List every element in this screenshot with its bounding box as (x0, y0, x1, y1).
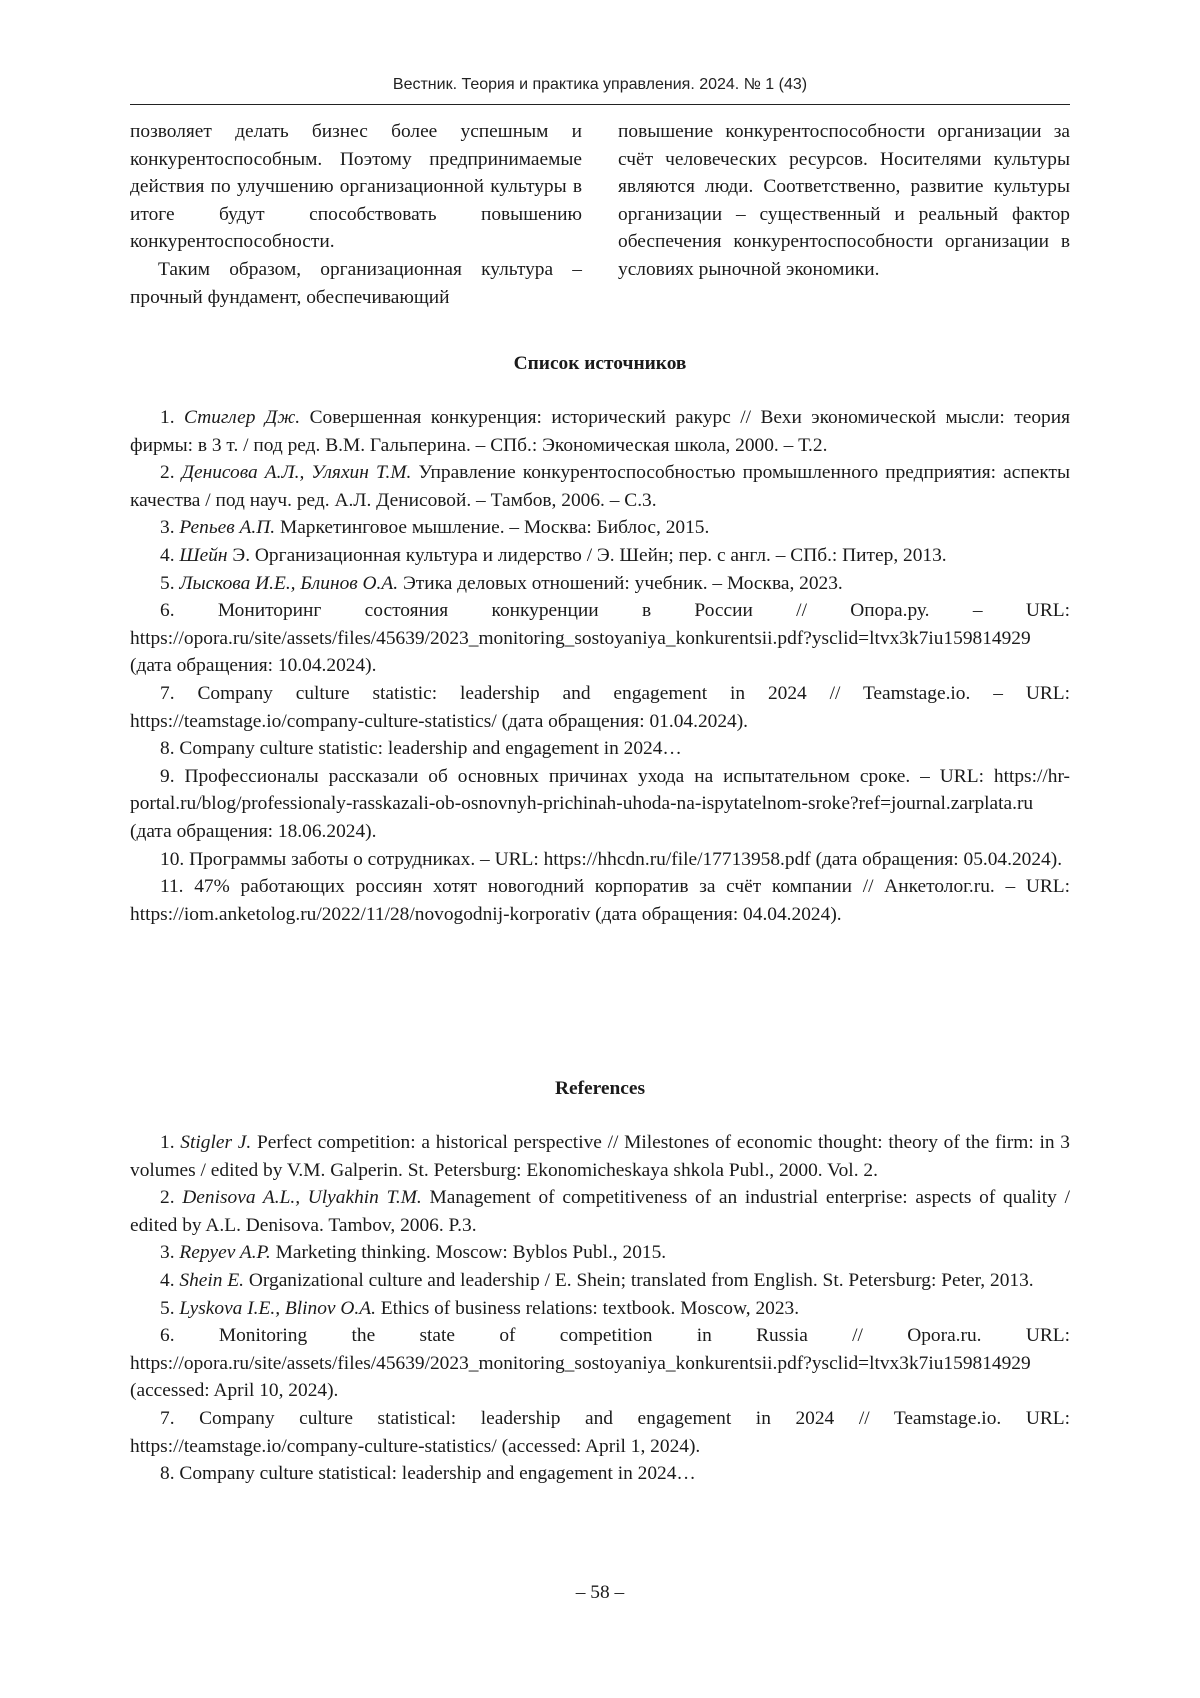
reference-text: Marketing thinking. Moscow: Byblos Publ., 2015. (276, 1242, 667, 1263)
page-number: – 58 – (130, 1582, 1070, 1604)
reference-text: Perfect competition: a historical perspective // Milestones of economic thought: theory of the firm: in 3 volumes / edited by V.M. Galperin. St. Petersburg: Ekonomicheskaya shkola Publ., 2000. Vol. 2. (130, 1132, 1070, 1181)
reference-item (130, 763, 1070, 846)
reference-author: Shein E. (179, 1270, 244, 1291)
reference-item (130, 1184, 1070, 1239)
reference-item (130, 846, 1070, 874)
reference-text: Этика деловых отношений: учебник. – Москва, 2023. (403, 573, 843, 594)
reference-author: Стиглер Дж. (184, 407, 300, 428)
body-columns (130, 118, 1070, 311)
header-rule (130, 104, 1070, 105)
left-paragraph-2: Таким образом, организационная культура – прочный фундамент, обеспечивающий (130, 256, 582, 311)
reference-text: Company culture statistic: leadership and engagement in 2024… (179, 738, 681, 759)
reference-number: 6. (160, 1325, 175, 1346)
reference-text: Ethics of business relations: textbook. Moscow, 2023. (381, 1298, 799, 1319)
right-paragraph-1: повышение конкурентоспособности организации за счёт человеческих ресурсов. Носителями культуры являются люди. Соответственно, развитие культуры организации – существенный и реальный фактор обеспечения конкурентоспособности организации в условиях рыночной экономики. (618, 118, 1070, 284)
reference-text: Monitoring the state of competition in Russia // Opora.ru. URL: https://opora.ru/site/assets/files/45639/2023_monitoring_sostoyaniya_konkurentsii.pdf?ysclid=ltvx3k7iu159814929 (accessed: April 10, 2024). (130, 1325, 1070, 1401)
reference-text: Совершенная конкуренция: исторический ракурс // Вехи экономической мысли: теория фирмы: в 3 т. / под ред. В.М. Гальперина. – СПб.: Экономическая школа, 2000. – Т.2. (130, 407, 1070, 456)
reference-number: 5. (160, 1298, 175, 1319)
reference-item (130, 1267, 1070, 1295)
reference-number: 8. (160, 738, 175, 759)
left-column (130, 118, 582, 311)
reference-number: 9. (160, 766, 175, 787)
reference-text: Organizational culture and leadership / E. Shein; translated from English. St. Petersburg: Peter, 2013. (249, 1270, 1034, 1291)
reference-number: 1. (160, 407, 175, 428)
reference-item (130, 404, 1070, 459)
reference-number: 4. (160, 1270, 175, 1291)
reference-text: Management of competitiveness of an industrial enterprise: aspects of quality / edited by A.L. Denisova. Tambov, 2006. P.3. (130, 1187, 1070, 1236)
reference-text: Company culture statistic: leadership and engagement in 2024 // Teamstage.io. – URL: https://teamstage.io/company-culture-statistics/ (дата обращения: 01.04.2024). (130, 683, 1070, 732)
reference-number: 3. (160, 517, 175, 538)
reference-author: Stigler J. (180, 1132, 251, 1153)
reference-item (130, 1239, 1070, 1267)
left-paragraph-1: позволяет делать бизнес более успешным и конкурентоспособным. Поэтому предпринимаемые действия по улучшению организационной культуры в итоге будут способствовать повышению конкурентоспособности. (130, 118, 582, 256)
reference-item (130, 459, 1070, 514)
journal-page (0, 0, 1200, 1698)
sources-list (130, 404, 1070, 928)
reference-number: 2. (160, 462, 175, 483)
references-list (130, 1129, 1070, 1488)
reference-item (130, 680, 1070, 735)
reference-number: 4. (160, 545, 175, 566)
reference-text: Маркетинговое мышление. – Москва: Библос, 2015. (280, 517, 709, 538)
reference-number: 5. (160, 573, 175, 594)
reference-item (130, 597, 1070, 680)
reference-item (130, 873, 1070, 928)
reference-number: 7. (160, 1408, 175, 1429)
reference-number: 6. (160, 600, 175, 621)
reference-number: 7. (160, 683, 175, 704)
reference-text: Программы заботы о сотрудниках. – URL: https://hhcdn.ru/file/17713958.pdf (дата обращения: 05.04.2024). (189, 849, 1062, 870)
reference-text: Мониторинг состояния конкуренции в России // Опора.ру. – URL: https://opora.ru/site/assets/files/45639/2023_monitoring_sostoyaniya_konkurentsii.pdf?ysclid=ltvx3k7iu159814929 (дата обращения: 10.04.2024). (130, 600, 1070, 676)
reference-author: Лыскова И.Е., Блинов О.А. (179, 573, 398, 594)
reference-text: Управление конкурентоспособностью промышленного предприятия: аспекты качества / под науч. ред. А.Л. Денисовой. – Тамбов, 2006. – С.3. (130, 462, 1070, 511)
right-column (618, 118, 1070, 311)
reference-item (130, 1322, 1070, 1405)
reference-author: Denisova A.L., Ulyakhin T.M. (182, 1187, 422, 1208)
reference-text: 47% работающих россиян хотят новогодний корпоратив за счёт компании // Анкетолог.ru. – URL: https://iom.anketolog.ru/2022/11/28/novogodnij-korporativ (дата обращения: 04.04.2024). (130, 876, 1070, 925)
reference-text: Company culture statistical: leadership and engagement in 2024… (179, 1463, 695, 1484)
sources-heading: Список источников (130, 350, 1070, 378)
sources-section (130, 350, 1070, 928)
reference-item (130, 514, 1070, 542)
reference-number: 11. (160, 876, 184, 897)
reference-item (130, 1405, 1070, 1460)
reference-author: Repyev A.P. (179, 1242, 270, 1263)
reference-item (130, 542, 1070, 570)
references-heading: References (130, 1075, 1070, 1103)
reference-text: Company culture statistical: leadership and engagement in 2024 // Teamstage.io. URL: https://teamstage.io/company-culture-statistics/ (accessed: April 1, 2024). (130, 1408, 1070, 1457)
reference-author: Репьев А.П. (179, 517, 275, 538)
reference-author: Lyskova I.E., Blinov O.A. (179, 1298, 376, 1319)
reference-number: 2. (160, 1187, 175, 1208)
running-title: Вестник. Теория и практика управления. 2024. № 1 (43) (130, 76, 1070, 94)
reference-number: 1. (160, 1132, 175, 1153)
references-section (130, 1075, 1070, 1488)
reference-item (130, 1295, 1070, 1323)
reference-item (130, 570, 1070, 598)
reference-author: Шейн (179, 545, 227, 566)
reference-item (130, 735, 1070, 763)
reference-text: Э. Организационная культура и лидерство / Э. Шейн; пер. с англ. – СПб.: Питер, 2013. (232, 545, 946, 566)
reference-author: Денисова А.Л., Уляхин Т.М. (182, 462, 412, 483)
reference-number: 3. (160, 1242, 175, 1263)
reference-text: Профессионалы рассказали об основных причинах ухода на испытательном сроке. – URL: https://hr-portal.ru/blog/professionaly-rasskazali-ob-osnovnyh-prichinah-uhoda-na-ispytatelnom-sroke?ref=journal.zarplata.ru (дата обращения: 18.06.2024). (130, 766, 1070, 842)
reference-item (130, 1129, 1070, 1184)
reference-number: 8. (160, 1463, 175, 1484)
reference-item (130, 1460, 1070, 1488)
reference-number: 10. (160, 849, 184, 870)
